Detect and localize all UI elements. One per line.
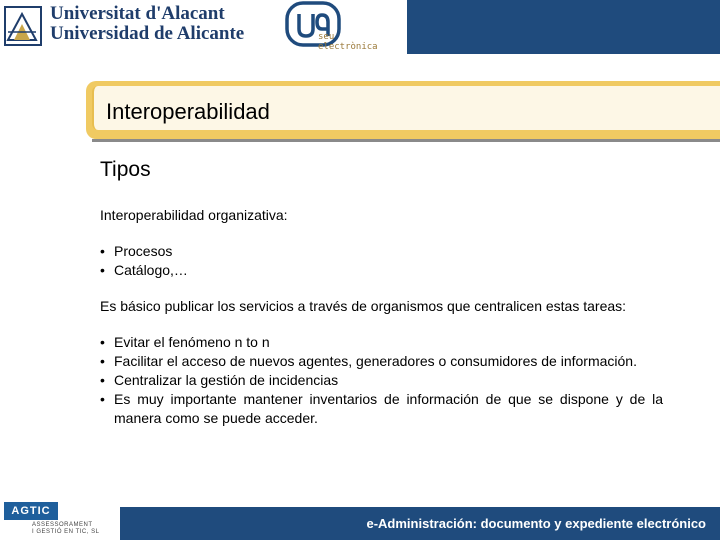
bullet-icon: • — [100, 353, 105, 369]
bullet-list-2 — [100, 333, 663, 428]
bullet-icon: • — [100, 334, 105, 350]
list-item: • Centralizar la gestión de incidencias — [100, 372, 339, 388]
bullet-list-1 — [100, 242, 663, 280]
slide-content — [100, 156, 663, 445]
list-item: • Facilitar el acceso de nuevos agentes, generadores o consumidores de información. — [100, 353, 637, 369]
list-item: • Es muy importante mantener inventarios de información de que se dispone y de la manera como se puede acceder. — [100, 391, 663, 426]
slide-title: Interoperabilidad — [106, 99, 270, 124]
university-shield-icon — [4, 6, 42, 46]
university-name-line2: Universidad de Alicante — [50, 23, 245, 44]
paragraph-text: Es básico publicar los servicios a través de organismos que centralicen estas tareas: — [100, 298, 627, 314]
university-name-line1: Universitat d'Alacant — [50, 3, 225, 24]
bullet-icon: • — [100, 262, 105, 278]
title-bar-underline — [92, 139, 720, 142]
bullet-icon: • — [100, 372, 105, 388]
intro-text: Interoperabilidad organizativa: — [100, 207, 288, 223]
bullet-icon: • — [100, 243, 105, 259]
footer-caption: e-Administración: documento y expediente electrónico — [366, 516, 706, 531]
agtic-logo: AGTIC — [4, 502, 58, 520]
header — [0, 0, 720, 56]
header-blue-band — [407, 0, 720, 54]
list-item: • Evitar el fenómeno n to n — [100, 334, 270, 350]
bullet-icon: • — [100, 391, 105, 407]
list-item: • Catálogo,… — [100, 262, 188, 278]
footer-band — [120, 507, 720, 540]
university-logo — [0, 0, 245, 50]
list-item: • Procesos — [100, 243, 173, 259]
university-name — [50, 4, 244, 44]
seu-electronica-label: seu electrònica — [318, 32, 378, 52]
section-title: Tipos — [100, 158, 151, 181]
agtic-subtitle: ASSESSORAMENT I GESTIÓ EN TIC, SL — [32, 522, 100, 535]
